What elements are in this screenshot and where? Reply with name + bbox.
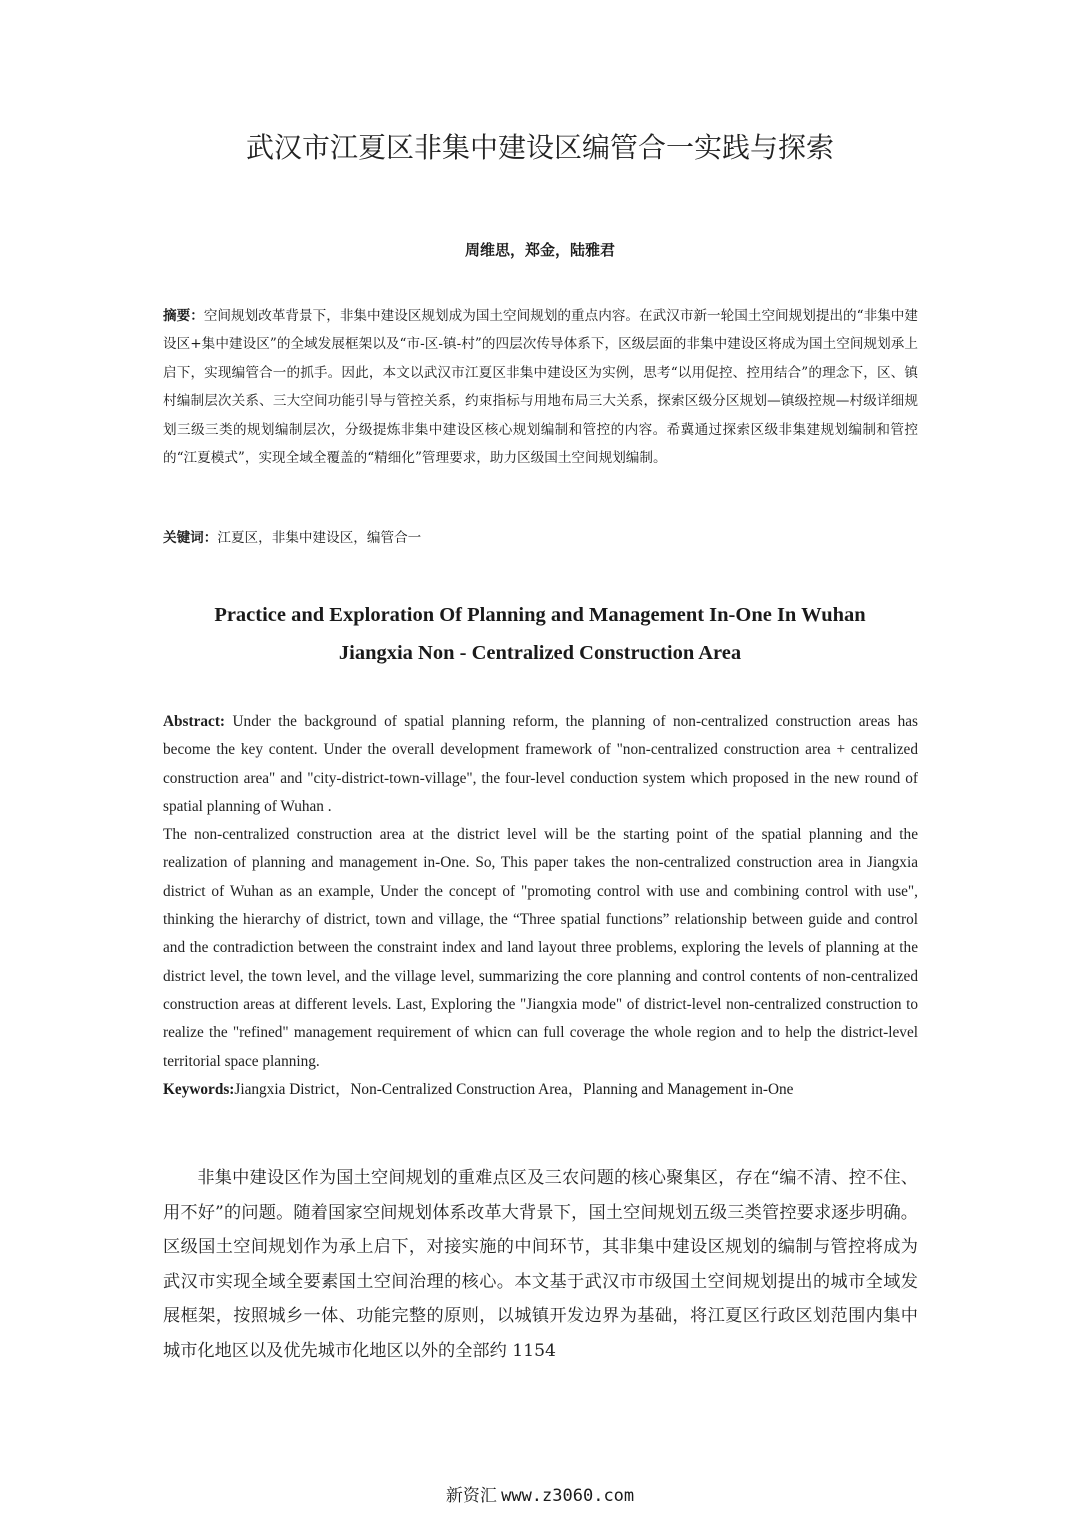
keywords-en-text: Jiangxia District，Non-Centralized Construction Area，Planning and Management in-One xyxy=(234,1081,794,1098)
keywords-cn-label: 关键词： xyxy=(163,530,218,546)
paper-title-cn: 武汉市江夏区非集中建设区编管合一实践与探索 xyxy=(245,131,834,164)
footer-site-name: 新资汇 xyxy=(445,1486,497,1506)
keywords-cn xyxy=(163,526,918,550)
body-paragraph: 非集中建设区作为国土空间规划的重难点区及三农问题的核心聚集区，存在“编不清、控不住、用不好”的问题。随着国家空间规划体系改革大背景下，国土空间规划五级三类管控要求逐步明确。区级国土空间规划作为承上启下，对接实施的中间环节，其非集中建设区规划的编制与管控将成为武汉市实现全域全要素国土空间治理的核心。本文基于武汉市市级国土空间规划提出的城市全域发展框架，按照城乡一体、功能完整的原则，以城镇开发边界为基础，将江夏区行政区划范围内集中城市化地区以及优先城市化地区以外的全部约 1154 xyxy=(163,1168,918,1361)
footer-url[interactable]: www.z3060.com xyxy=(501,1486,635,1506)
footer-watermark xyxy=(0,1484,1080,1508)
paper-title-en-line1: Practice and Exploration Of Planning and Management In-One In Wuhan xyxy=(214,604,866,626)
abstract-cn xyxy=(163,302,918,472)
abstract-cn-label: 摘要： xyxy=(163,308,204,324)
abstract-en-label: Abstract: xyxy=(163,713,226,730)
abstract-en-para1 xyxy=(163,708,918,821)
abstract-en-para2: The non-centralized construction area at the district level will be the starting point of the spatial planning and the realization of planning and management in-One. So, This paper takes the non-centralized construction area in Jiangxia district of Wuhan as an example, Under the concept of "promoting control with use and combining control with use", thinking the hierarchy of district, town and village, the “Three spatial functions” relationship between guide and control and the contradiction between the constraint index and land layout three problems, exploring the levels of planning at the district level, the town level, and the village level, summarizing the core planning and control contents of non-centralized construction areas at different levels. Last, Exploring the "Jiangxia mode" of district-level non-centralized construction to realize the "refined" management requirement of whicn can full coverage the whole region and to help the district-level territorial space planning. xyxy=(163,826,918,1070)
abstract-en xyxy=(163,708,918,1076)
keywords-en-label: Keywords: xyxy=(163,1081,235,1098)
keywords-cn-text: 江夏区，非集中建设区，编管合一 xyxy=(217,530,422,546)
paper-title-en-line2: Jiangxia Non - Centralized Construction Area xyxy=(338,642,742,664)
abstract-en-para1-text: Under the background of spatial planning reform, the planning of non-centralized construction areas has become the key content. Under the overall development framework of "non-centralized construction area + centralized construction area" and "city-district-town-village", the four-level conduction system which proposed in the new round of spatial planning of Wuhan . xyxy=(163,713,918,815)
abstract-cn-text: 空间规划改革背景下，非集中建设区规划成为国土空间规划的重点内容。在武汉市新一轮国土空间规划提出的“非集中建设区+集中建设区”的全域发展框架以及“市-区-镇-村”的四层次传导体系下，区级层面的非集中建设区将成为国土空间规划承上启下，实现编管合一的抓手。因此，本文以武汉市江夏区非集中建设区为实例，思考“以用促控、控用结合”的理念下，区、镇村编制层次关系、三大空间功能引导与管控关系，约束指标与用地布局三大关系，探索区级分区规划—镇级控规—村级详细规划三级三类的规划编制层次，分级提炼非集中建设区核心规划编制和管控的内容。希冀通过探索区级非集建规划编制和管控的“江夏模式”，实现全域全覆盖的“精细化”管理要求，助力区级国土空间规划编制。 xyxy=(163,308,919,467)
authors: 周维思，郑金，陆雅君 xyxy=(464,241,615,259)
paper-title-en xyxy=(0,596,1080,672)
keywords-en xyxy=(163,1076,918,1104)
